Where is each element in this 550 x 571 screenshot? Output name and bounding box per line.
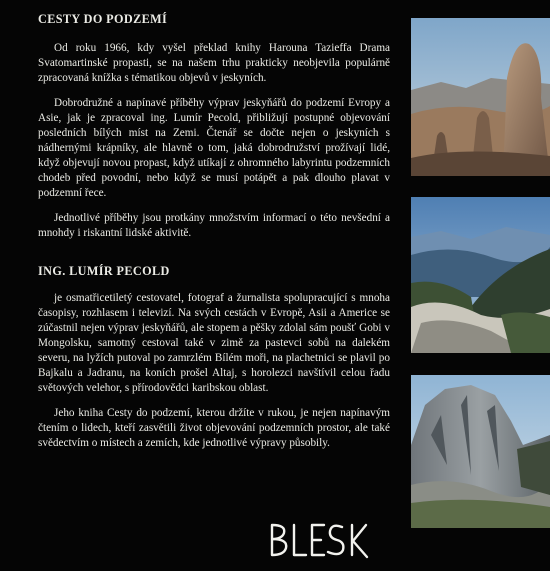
- paragraph: je osmatřicetiletý cestovatel, fotograf a žurnalista spolupracující s mnoha časopisy, rozhlasem i televizí. Na svých cestách v Evropě, Asii a Americe se zúčastnil nejen výprav jeskyňářů, ale stopem a pěšky zdolal sám poušť Gobi v Mongolsku, samotný cestoval také v zimě za pastevci sobů na dalekém severu, na lyžích putoval po zamrzlém Bílém moři, na plachetnici se plavil po Bajkalu a Jadranu, na koních prošel Altaj, s horolezci navštívil celou řadu světových velehor, s přírodovědci karibskou oblast.: [38, 292, 390, 394]
- cliff-face-photo: [411, 375, 550, 528]
- text-column: [38, 12, 390, 451]
- paragraph: Jednotlivé příběhy jsou protkány množstvím informací o této nevšední a mnohdy i riskantní lidské aktivitě.: [38, 212, 390, 239]
- section-heading-author: ING. LUMÍR PECOLD: [38, 264, 170, 278]
- section-heading-cesty: CESTY DO PODZEMÍ: [38, 12, 168, 26]
- paragraph: Jeho kniha Cesty do podzemí, kterou držíte v rukou, je nejen napínavým čtením o lidech, kteří zasvětili život objevování podzemních prostor, ale také svědectvím o místech a zemích, kde jednotlivé výpravy působily.: [38, 407, 390, 449]
- mountain-valley-photo: [411, 197, 550, 353]
- rock-formations-photo: [411, 18, 550, 176]
- blesk-logo: [266, 519, 372, 561]
- paragraph: Dobrodružné a napínavé příběhy výprav jeskyňářů do podzemí Evropy a Asie, jak je zpracoval ing. Lumír Pecold, přibližují postupné objevování posledních bílých míst na Zemi. Čtenář se dočte nejen o jeskyních s nádhernými krápníky, ale hlavně o tom, jaká dobrodružství prožívají lidé, když objevují novou propast, když utíkají z ohromného labyrintu podzemních chodeb před povodní, nebo když se musí potápět a pak dlouho plavat v podzemní řece.: [38, 97, 390, 199]
- paragraph: Od roku 1966, kdy vyšel překlad knihy Harouna Tazieffa Drama Svatomartinské propasti, se na našem trhu prakticky neobjevila populárně zpracovaná knížka s tématikou objevů v jeskyních.: [38, 42, 390, 84]
